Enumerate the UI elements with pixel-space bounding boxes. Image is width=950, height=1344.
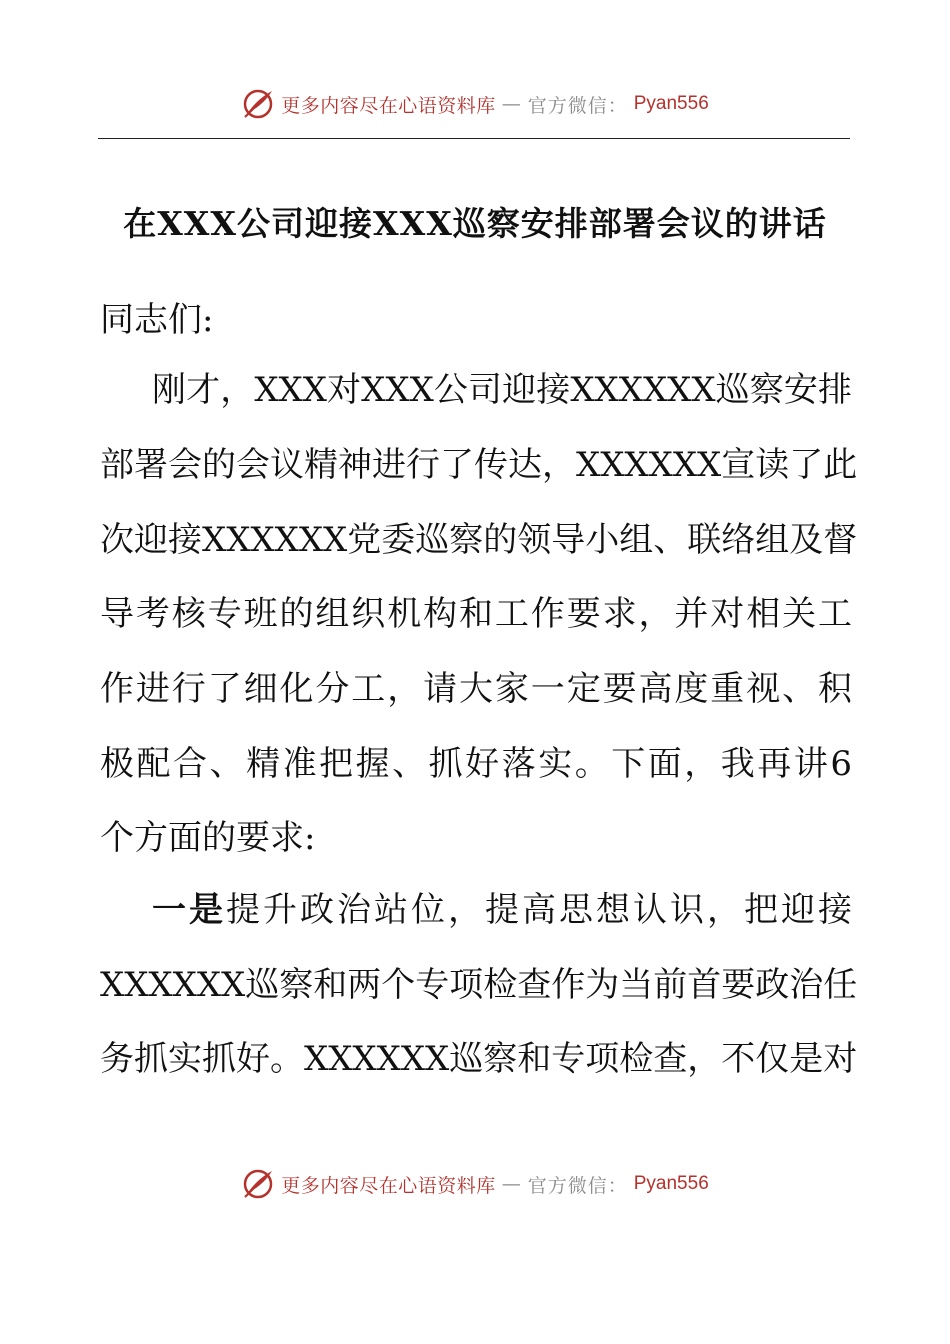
brand-site-text: 更多内容尽在心语资料库 bbox=[281, 94, 496, 117]
footer-watermark bbox=[0, 1164, 950, 1204]
brand-dash: — bbox=[501, 93, 522, 115]
brand-site-text: 更多内容尽在心语资料库 bbox=[281, 1174, 496, 1197]
paragraph-line: 导考核专班的组织机构和工作要求，并对相关工 bbox=[100, 594, 852, 634]
paragraph-line: 次迎接XXXXXX党委巡察的领导小组、联络组及督 bbox=[100, 520, 858, 560]
paragraph-line: 极配合、精准把握、抓好落实。下面，我再讲6 bbox=[100, 744, 852, 784]
paragraph-line: 部署会的会议精神进行了传达，XXXXXX宣读了此 bbox=[100, 445, 858, 485]
paragraph-line: 务抓实抓好。XXXXXX巡察和专项检查，不仅是对 bbox=[100, 1039, 858, 1079]
header-divider bbox=[98, 138, 850, 139]
brand-wechat-id: Pyan556 bbox=[633, 1173, 709, 1194]
paragraph-line: XXXXXX巡察和两个专项检查作为当前首要政治任 bbox=[100, 965, 858, 1005]
document-title: 在XXX公司迎接XXX巡察安排部署会议的讲话 bbox=[123, 204, 827, 243]
point-text: 提升政治站位，提高思想认识，把迎接 bbox=[226, 890, 852, 930]
brand-dash: — bbox=[501, 1173, 522, 1195]
paragraph-line bbox=[152, 888, 852, 932]
quill-logo-icon bbox=[241, 87, 275, 121]
greeting: 同志们: bbox=[100, 300, 214, 340]
point-lead: 一是 bbox=[152, 890, 226, 930]
paragraph-line: 个方面的要求: bbox=[100, 818, 316, 858]
paragraph-line: 刚才，XXX对XXX公司迎接XXXXXX巡察安排 bbox=[152, 370, 852, 410]
header-watermark bbox=[0, 84, 950, 124]
brand-wechat-id: Pyan556 bbox=[633, 93, 709, 114]
paragraph-line: 作进行了细化分工，请大家一定要高度重视、积 bbox=[100, 669, 852, 709]
brand-wechat-label: 官方微信： bbox=[527, 94, 628, 117]
brand-wechat-label: 官方微信： bbox=[527, 1174, 628, 1197]
quill-logo-icon bbox=[241, 1167, 275, 1201]
